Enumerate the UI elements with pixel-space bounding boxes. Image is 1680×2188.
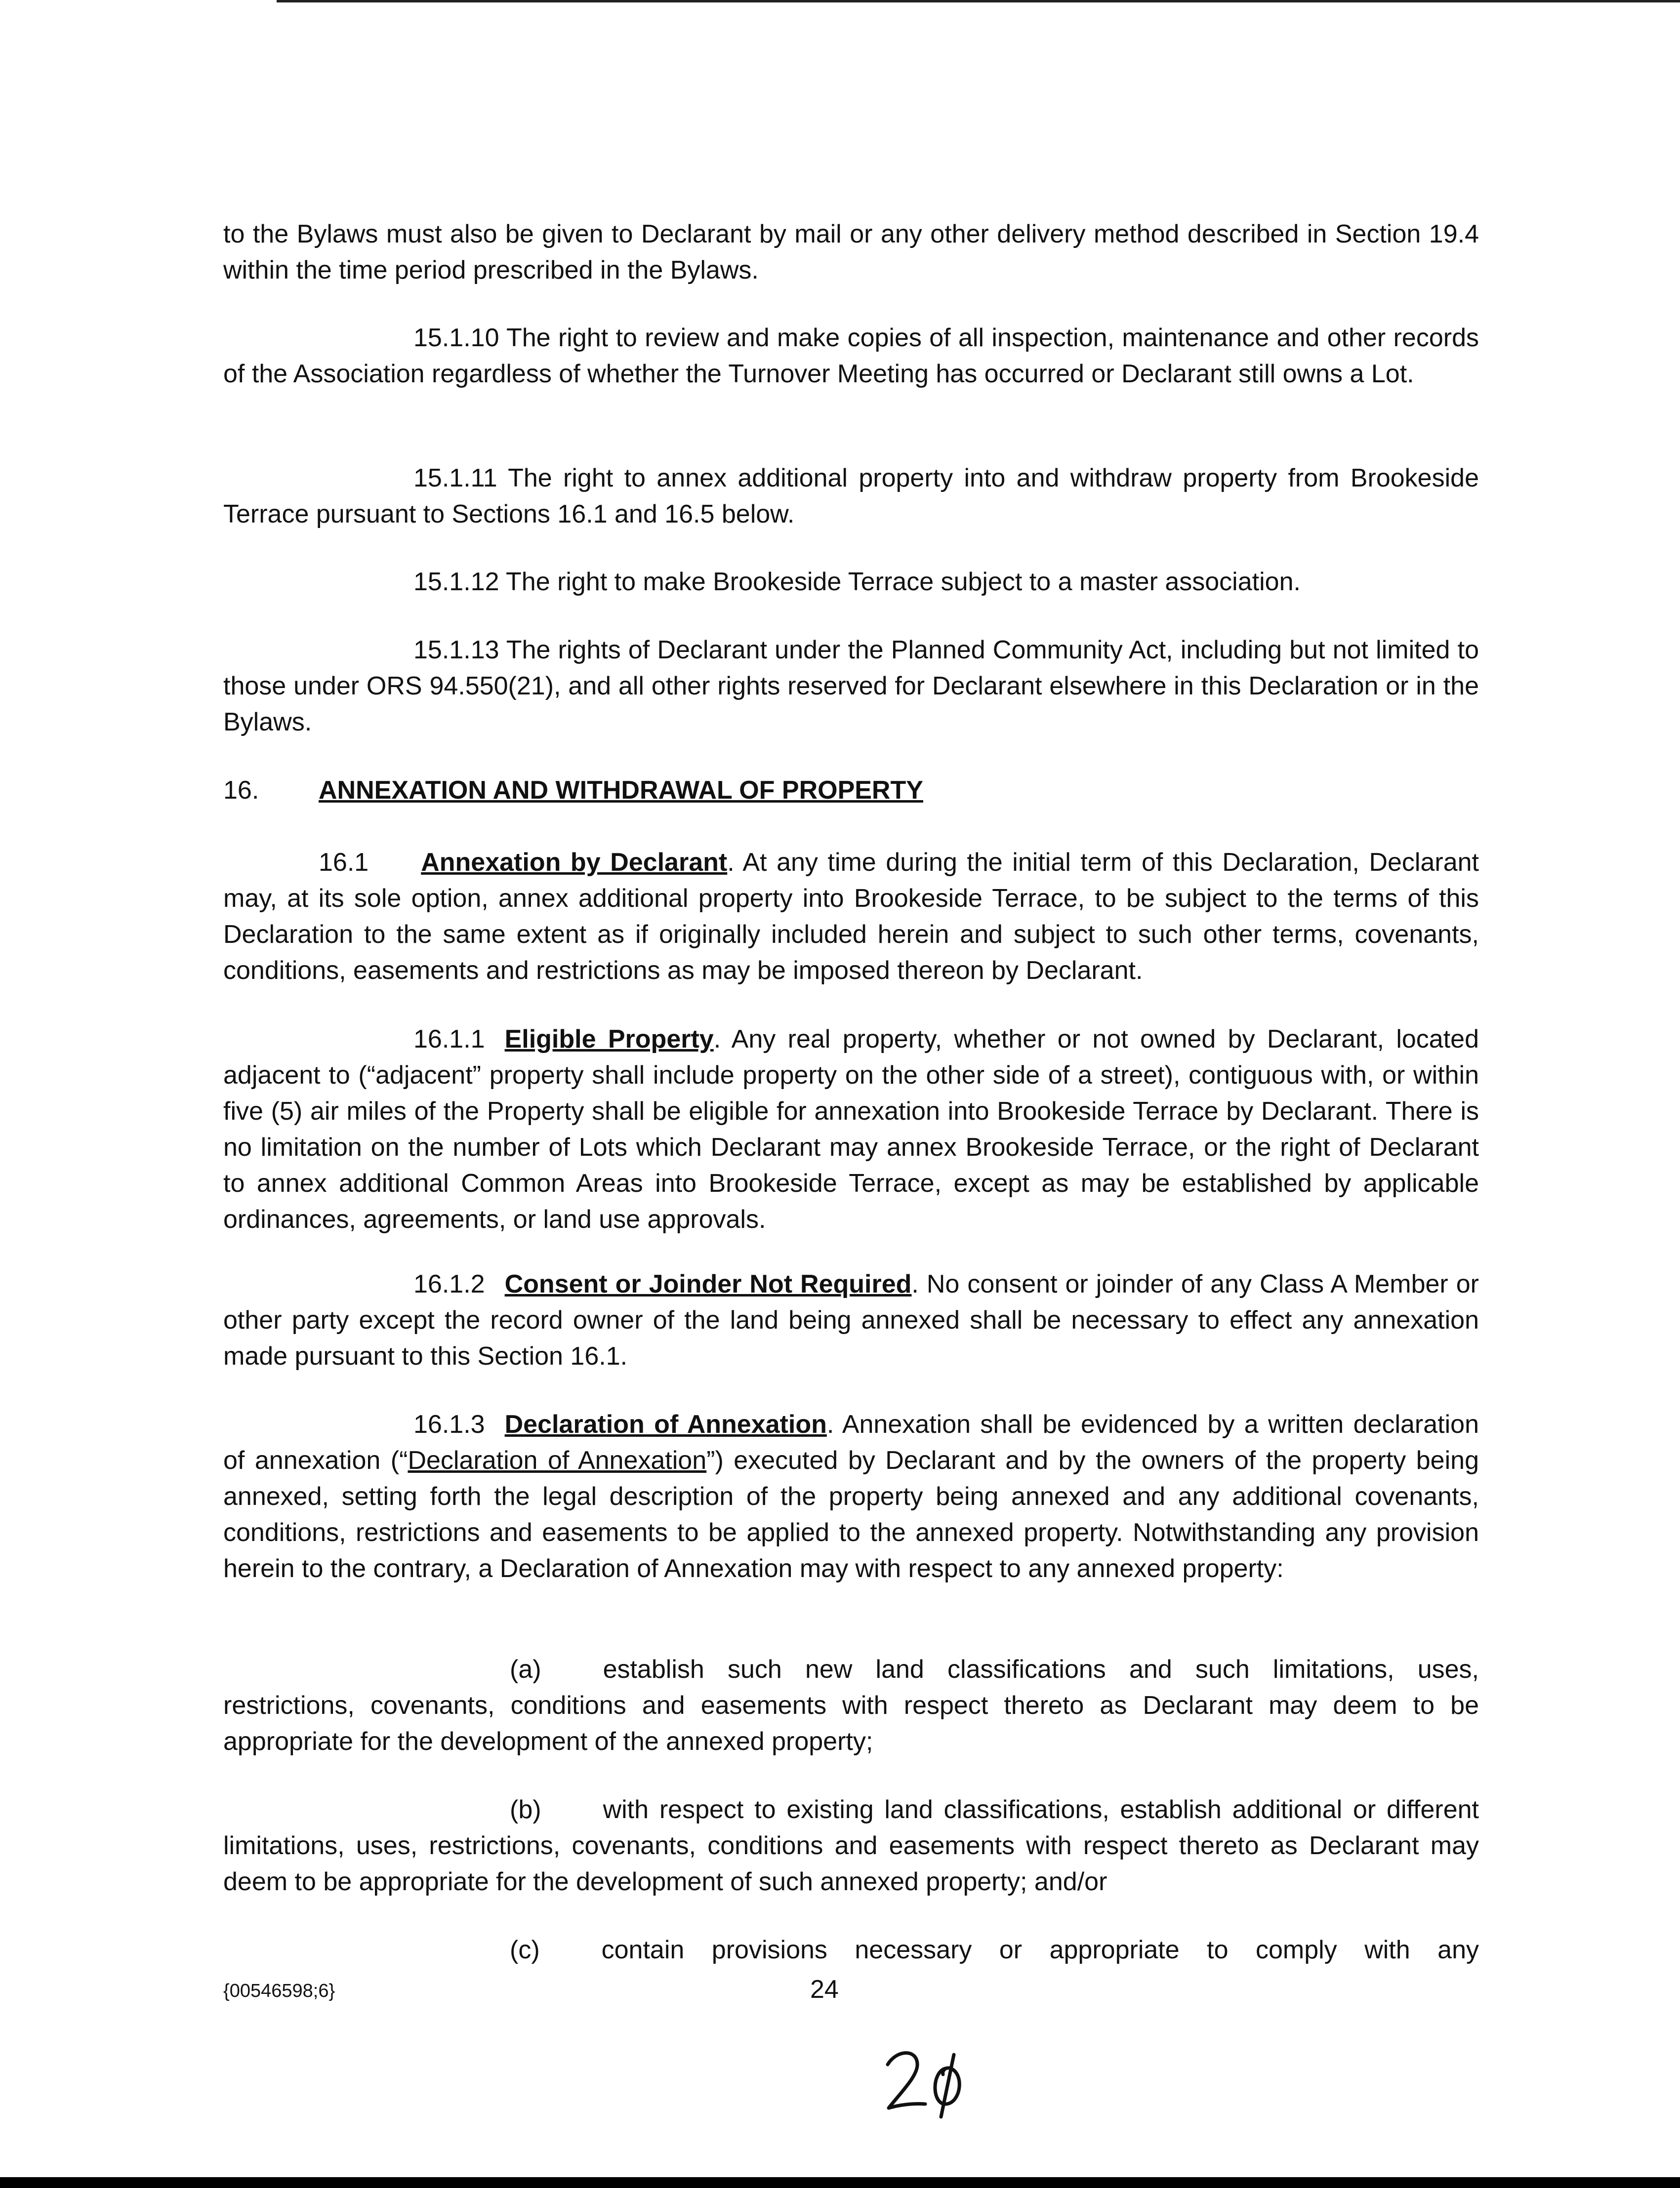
section-number: 16.1.3 — [413, 1410, 485, 1439]
subsection-title: Annexation by Declarant — [421, 848, 728, 877]
paragraph-16-1-1: 16.1.1 Eligible Property. Any real property, whether or not owned by Declarant, located adjacent to (“adjacent” property shall include property on the other side of a street), contiguous with, or within five (5) air miles of the Property shall be eligible for annexation into Brookeside Terrace by Declarant. There is no limitation on the number of Lots which Declarant may annex Brookeside Terrace, or the right of Declarant to annex additional Common Areas into Brookeside Terrace, except as may be established by applicable ordinances, agreements, or land use approvals. — [223, 1025, 1479, 1234]
section-16-number: 16. — [223, 776, 259, 805]
paragraph-16-1-2: 16.1.2 Consent or Joinder Not Required. No consent or joinder of any Class A Member or other party except the record owner of the land being annexed shall be necessary to effect any annexation made pursuant to this Section 16.1. — [223, 1270, 1479, 1371]
list-item-b: (b) with respect to existing land classifications, establish additional or different limitations, uses, restrictions, covenants, conditions and easements with respect thereto as Declarant may deem to be appropriate for the development of such annexed property; and/or — [223, 1795, 1479, 1896]
list-item-c: (c) contain provisions necessary or appropriate to comply with any — [510, 1936, 1479, 1964]
section-number: 15.1.12 — [413, 567, 499, 596]
section-number: 16.1 — [319, 848, 369, 877]
section-number: 16.1.1 — [413, 1025, 485, 1053]
paragraph-15-1-13: 15.1.13 The rights of Declarant under the Planned Community Act, including but not limited to those under ORS 94.550(21), and all other rights reserved for Declarant elsewhere in this Declaration or in the Bylaws. — [223, 636, 1479, 736]
paragraph-15-1-11: 15.1.11 The right to annex additional property into and withdraw property from Brookeside Terrace pursuant to Sections 16.1 and 16.5 below. — [223, 464, 1479, 528]
paragraph-16-1: 16.1 Annexation by Declarant. At any time during the initial term of this Declaration, Declarant may, at its sole option, annex additional property into Brookeside Terrace, to be subject to the terms of this Declaration to the same extent as if originally included herein and subject to such other terms, covenants, conditions, easements and restrictions as may be imposed thereon by Declarant. — [223, 848, 1479, 985]
paragraph-15-1-10: 15.1.10 The right to review and make copies of all inspection, maintenance and other records of the Association regardless of whether the Turnover Meeting has occurred or Declarant still owns a Lot. — [223, 324, 1479, 388]
footer-page-number: 24 — [810, 1975, 839, 2004]
list-label: (c) — [510, 1936, 540, 1964]
list-label: (b) — [510, 1795, 541, 1824]
scan-bottom-edge-bar — [0, 2177, 1680, 2188]
footer-document-id: {00546598;6} — [223, 1981, 335, 2001]
paragraph-continued: to the Bylaws must also be given to Declarant by mail or any other delivery method described in Section 19.4 within the time period prescribed in the Bylaws. — [223, 220, 1479, 284]
paragraph-15-1-12: 15.1.12 The right to make Brookeside Terrace subject to a master association. — [413, 567, 1301, 596]
list-item-a: (a) establish such new land classifications and such limitations, uses, restrictions, covenants, conditions and easements with respect thereto as Declarant may deem to be appropriate for the development of the annexed property; — [223, 1655, 1479, 1756]
paragraph-16-1-3: 16.1.3 Declaration of Annexation. Annexation shall be evidenced by a written declaration of annexation (“Declaration of Annexation”) executed by Declarant and by the owners of the property being annexed, setting forth the legal description of the property being annexed and any additional covenants, conditions, restrictions and easements to be applied to the annexed property. Notwithstanding any provision herein to the contrary, a Declaration of Annexation may with respect to any annexed property: — [223, 1410, 1479, 1583]
list-label: (a) — [510, 1655, 541, 1684]
handwritten-page-mark — [882, 2045, 976, 2119]
subsection-title: Consent or Joinder Not Required — [504, 1270, 912, 1298]
scan-top-edge-line — [277, 0, 1680, 2]
defined-term: Declaration of Annexation — [408, 1446, 707, 1475]
section-16-title: ANNEXATION AND WITHDRAWAL OF PROPERTY — [319, 776, 923, 805]
subsection-title: Eligible Property — [504, 1025, 714, 1053]
section-number: 15.1.13 — [413, 636, 499, 664]
section-number: 15.1.11 — [413, 464, 497, 492]
section-number: 15.1.10 — [413, 324, 499, 352]
subsection-title: Declaration of Annexation — [504, 1410, 827, 1439]
section-number: 16.1.2 — [413, 1270, 485, 1298]
